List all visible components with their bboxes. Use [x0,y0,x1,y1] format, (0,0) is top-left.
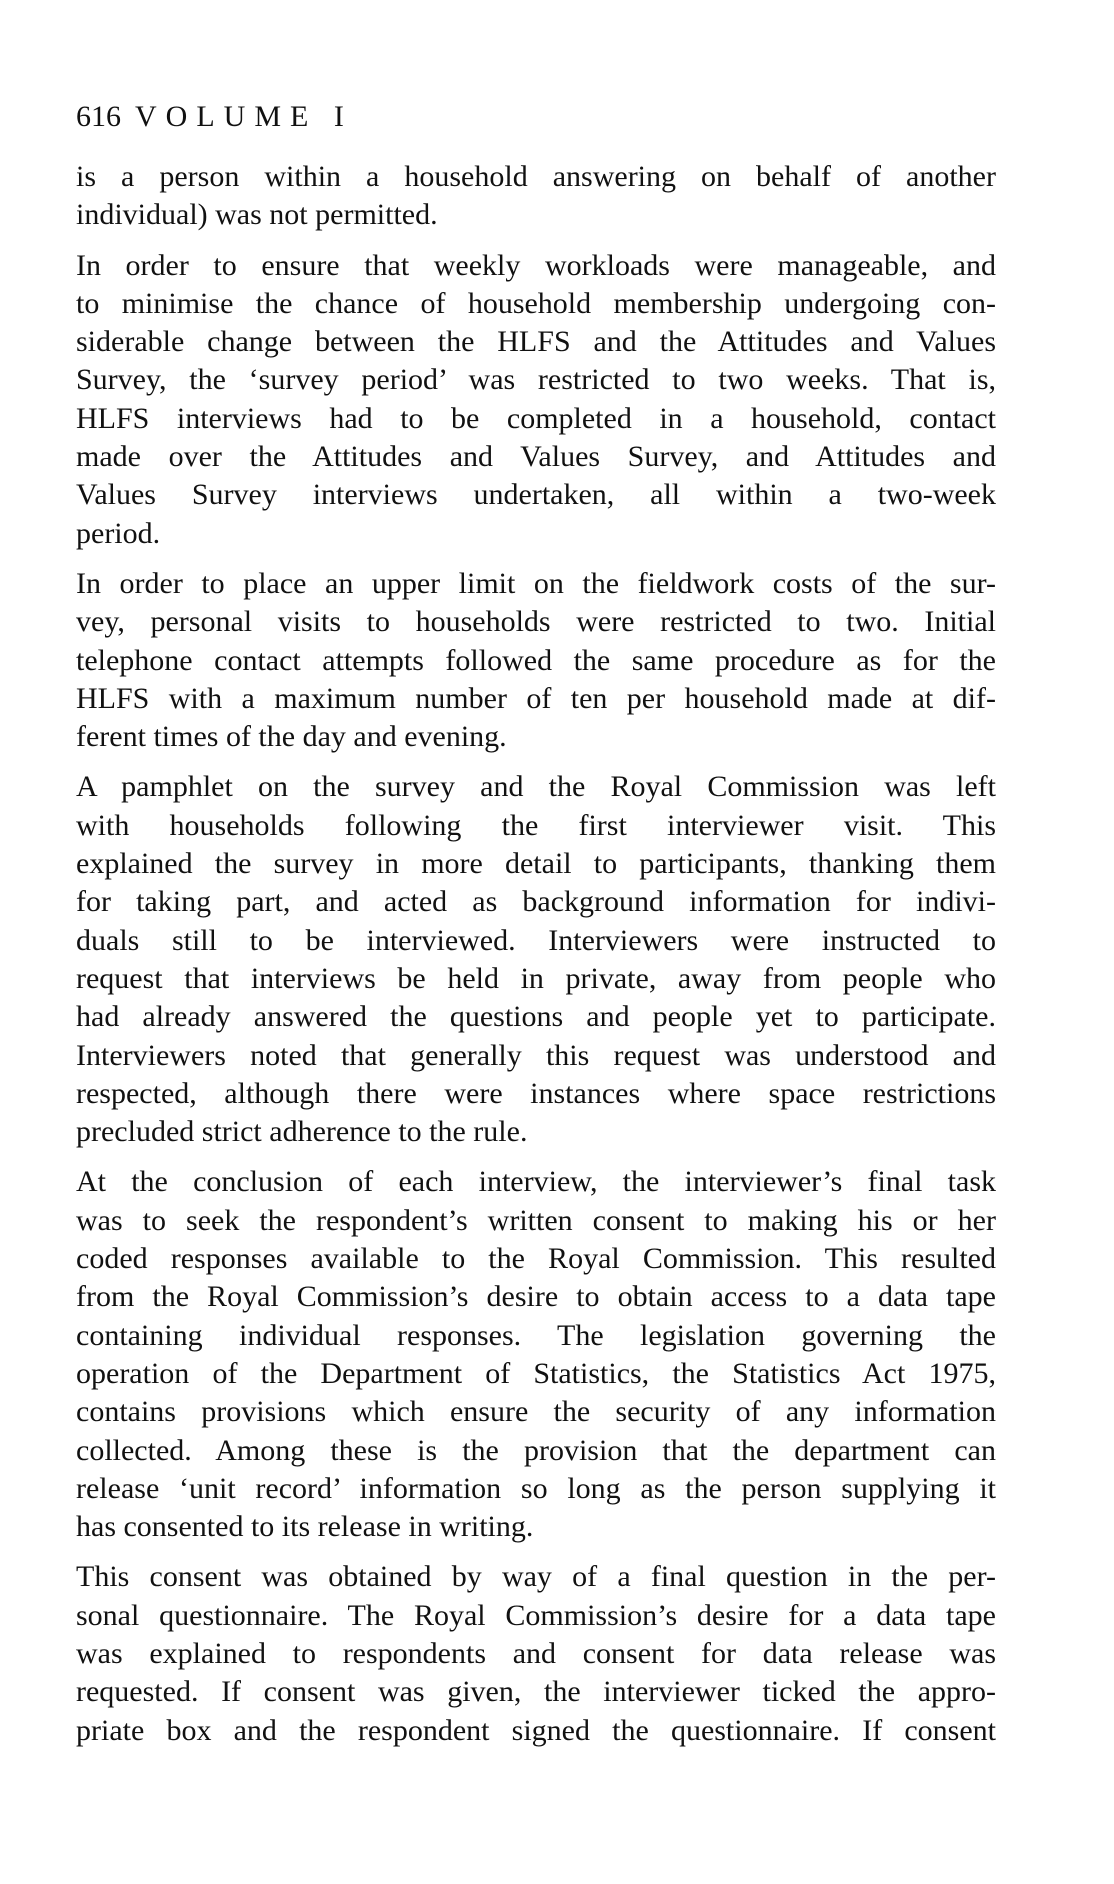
paragraph [76,1163,996,1546]
text-line: had already answered the questions and people yet to participate. [76,1000,996,1034]
text-line: In order to place an upper limit on the fieldwork costs of the sur- [76,566,996,600]
text-line: In order to ensure that weekly workloads were manageable, and [76,248,996,282]
text-line: HLFS with a maximum number of ten per household made at dif- [76,681,996,715]
text-line: was explained to respondents and consent for data release was [76,1636,996,1670]
text-line: with households following the first interviewer visit. This [76,808,996,842]
text-line: siderable change between the HLFS and the Attitudes and Values [76,325,996,359]
text-line: explained the survey in more detail to participants, thanking them [76,847,996,881]
volume-label: VOLUME I [135,100,353,133]
text-line: coded responses available to the Royal Commission. This resulted [76,1242,996,1276]
text-line: containing individual responses. The legislation governing the [76,1318,996,1352]
text-line: telephone contact attempts followed the same procedure as for the [76,643,996,677]
text-line: A pamphlet on the survey and the Royal Commission was left [76,770,996,804]
text-line: At the conclusion of each interview, the interviewer’s final task [76,1165,996,1199]
text-line: request that interviews be held in private, away from people who [76,961,996,995]
text-line: is a person within a household answering on behalf of another [76,160,996,193]
text-line: has consented to its release in writing. [76,1510,534,1544]
text-line: HLFS interviews had to be completed in a household, contact [76,401,996,435]
text-line: sonal questionnaire. The Royal Commission’s desire for a data tape [76,1598,996,1632]
text-line: individual) was not permitted. [76,198,438,232]
paragraph [76,247,996,553]
text-line: period. [76,516,161,550]
text-line: Survey, the ‘survey period’ was restricted to two weeks. That is, [76,363,996,397]
text-line: respected, although there were instances where space restrictions [76,1076,996,1110]
text-line: duals still to be interviewed. Interviewers were instructed to [76,923,996,957]
text-line: was to seek the respondent’s written consent to making his or her [76,1203,996,1237]
text-line: contains provisions which ensure the security of any information [76,1395,996,1429]
text-line: vey, personal visits to households were restricted to two. Initial [76,605,996,639]
text-line: requested. If consent was given, the interviewer ticked the appro- [76,1675,996,1709]
text-line: for taking part, and acted as background information for indivi- [76,885,996,919]
paragraph [76,1558,996,1749]
text-line: from the Royal Commission’s desire to obtain access to a data tape [76,1280,996,1314]
text-line: This consent was obtained by way of a final question in the per- [76,1560,996,1594]
text-line: made over the Attitudes and Values Survey, and Attitudes and [76,440,996,474]
body-text [76,158,996,1762]
text-line: priate box and the respondent signed the questionnaire. If consent [76,1713,996,1747]
text-line: collected. Among these is the provision that the department can [76,1433,996,1467]
text-line: Interviewers noted that generally this request was understood and [76,1038,996,1072]
running-header [76,100,353,134]
text-line: precluded strict adherence to the rule. [76,1115,528,1149]
paragraph [76,158,996,235]
text-line: ferent times of the day and evening. [76,720,507,754]
text-line: to minimise the chance of household membership undergoing con- [76,286,996,320]
paragraph [76,565,996,756]
paragraph [76,768,996,1151]
text-line: operation of the Department of Statistics, the Statistics Act 1975, [76,1356,996,1390]
text-line: release ‘unit record’ information so long as the person supplying it [76,1471,996,1505]
text-line: Values Survey interviews undertaken, all within a two-week [76,478,996,512]
page-number: 616 [76,100,121,133]
